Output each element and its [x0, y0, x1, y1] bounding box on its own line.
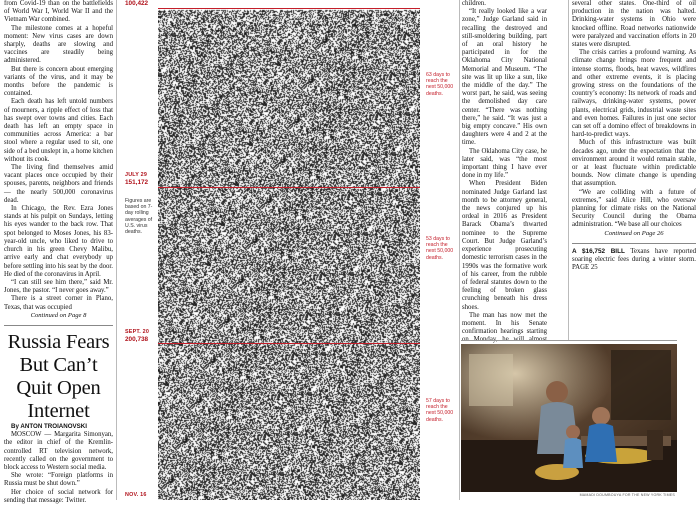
- marker-count: 100,422: [125, 0, 149, 7]
- story-paragraph: “We are colliding with a future of extremes,” said Alice Hill, who oversaw planning for climate risks on the National Security Council during the Obama administration. “We base all our choices: [572, 188, 696, 229]
- middle-column: [462, 0, 547, 402]
- marker-line: [158, 343, 420, 344]
- teaser-bold: A $16,752 BILL: [572, 247, 625, 255]
- continued-link[interactable]: Continued on Page 26: [604, 229, 664, 237]
- story-paragraph: When President Biden nominated Judge Garland last month to be attorney general, the news conjured up his ordeal in 2016 as President Barack Obama’s thwarted nominee to the Supreme Court. But Judge Garland’s experience prosecuting domestic terrorism cases in the 1990s was the formative work of his career, from the rubble of federal statutes down to the feeling of broken glass crunching beneath his dress shoes.: [462, 180, 547, 311]
- marker-date: NOV. 16: [125, 492, 147, 498]
- left-column: [4, 0, 113, 505]
- story-paragraph: She wrote: “Foreign platforms in Russia must be shut down.”: [4, 472, 113, 488]
- dot-field: [158, 0, 420, 500]
- story-paragraph: Much of this infrastructure was built decades ago, under the expectation that the environment around it would remain stable, or at least fluctuate within predictable bounds. Now climate change is upending that assumption.: [572, 139, 696, 188]
- story-paragraph: In Chicago, the Rev. Ezra Jones stands at his pulpit on Sundays, letting his eyes wander to the back row. That spot belonged to Moses Jones, his 83-year-old uncle, who liked to drive to church in his green Chevy Malibu, arrive early and chat everybody up before settling into his seat by the door. He died of the coronavirus in April.: [4, 205, 113, 278]
- column-rule: [568, 0, 569, 340]
- chart-note: Figures are based on 7-day rolling averages of U.S. virus deaths.: [125, 198, 153, 236]
- continued-link[interactable]: Continued on Page 8: [30, 311, 87, 319]
- story-paragraph: children.: [462, 0, 486, 7]
- byline: By ANTON TROIANOVSKI: [11, 422, 87, 430]
- interval-annotation: 63 days to reach the next 50,000 deaths.: [426, 72, 454, 97]
- story-paragraph: Her choice of social network for sending that message: Twitter.: [4, 488, 113, 504]
- story-paragraph: But there is concern about emerging variants of the virus, and it may be months before the pandemic is contained.: [4, 65, 113, 98]
- news-photo[interactable]: [461, 344, 677, 492]
- story-paragraph: The man has now met the moment. In his Senate confirmation hearings starting on Monday, he will almost: [462, 311, 547, 344]
- story-paragraph: several other states. One-third of oil production in the nation was halted. Drinking-water systems in Ohio were knocked offline. Road networks nationwide were paralyzed and vaccination efforts in 20 states were disrupted.: [572, 0, 696, 49]
- story-paragraph: “It really looked like a war zone,” Judge Garland said in recalling the destroyed and still-smoldering building, part of an oral history he participated in for the Oklahoma City National Memorial and Museum. “The site was lit up like a sun, like the middle of the day.” The worst part, he said, was seeing the demolished day care center. “There was nothing there,” he said. “It was just a big empty concave.” His own daughters were 4 and 2 at the time.: [462, 8, 547, 147]
- teaser[interactable]: [572, 248, 696, 273]
- column-rule: [459, 0, 460, 500]
- section-rule: [461, 340, 677, 341]
- marker-count: 200,738: [125, 336, 149, 343]
- photo-credit: MAMADI DOUMBOUYA FOR THE NEW YORK TIMES: [579, 493, 675, 497]
- story-paragraph: The milestone comes at a hopeful moment: New virus cases are down sharply, deaths are slowing and vaccines are steadily being administered.: [4, 24, 113, 65]
- column-rule: [116, 0, 117, 500]
- right-column: [572, 0, 696, 273]
- photo-illustration: [461, 344, 677, 492]
- story-paragraph: “I can still see him there,” said Mr. Jones, the pastor. “I never goes away.”: [4, 278, 113, 295]
- interval-annotation: 53 days to reach the next 50,000 deaths.: [426, 236, 454, 261]
- headline-russia[interactable]: Russia Fears But Can’t Quit Open Internet: [7, 330, 110, 422]
- marker-line: [158, 187, 420, 188]
- marker-date: SEPT. 20: [125, 329, 150, 335]
- story-paragraph: There is a street corner in Plano, Texas, that was occupied: [4, 295, 113, 311]
- deaths-dot-chart: [118, 0, 458, 500]
- story-paragraph: from Covid-19 than on the battlefields of World War I, World War II and the Vietnam War combined.: [4, 0, 113, 24]
- teaser-text: Texans have reported soaring electric fees during a winter storm. PAGE 25: [572, 247, 697, 272]
- story-paragraph: Each death has left untold numbers of mourners, a ripple effect of loss that has swept over towns and cities. Each death has left an empty space in communities across America: a bar stool where a regular used to sit, one side of a bed unslept in, a home kitchen without its cook.: [4, 98, 113, 163]
- marker-date: JULY 29: [125, 172, 148, 178]
- story-paragraph: The living find themselves amid vacant places once occupied by their spouses, parents, neighbors and friends — the nearly 500,000 coronavirus dead.: [4, 164, 113, 204]
- marker-line: [158, 8, 420, 9]
- interval-annotation: 57 days to reach the next 50,000 deaths.: [426, 398, 454, 423]
- story-paragraph: The Oklahoma City case, he later said, was “the most important thing I have ever done in my life.”: [462, 147, 547, 180]
- story-paragraph: The crisis carries a profound warning. As climate change brings more frequent and intense storms, floods, heat waves, wildfires and other extreme events, it is placing growing stress on the foundations of the country’s economy: Its network of roads and railways, drinking-water systems, power plants, electrical grids, industrial waste sites and even homes. Failures in just one sector can set off a domino effect of breakdowns in hard-to-predict ways.: [572, 49, 696, 139]
- marker-count: 151,172: [125, 179, 149, 186]
- story-paragraph: MOSCOW — Margarita Simonyan, the editor in chief of the Kremlin-controlled RT television network, recently called on the government to block access to Western social media.: [4, 431, 113, 471]
